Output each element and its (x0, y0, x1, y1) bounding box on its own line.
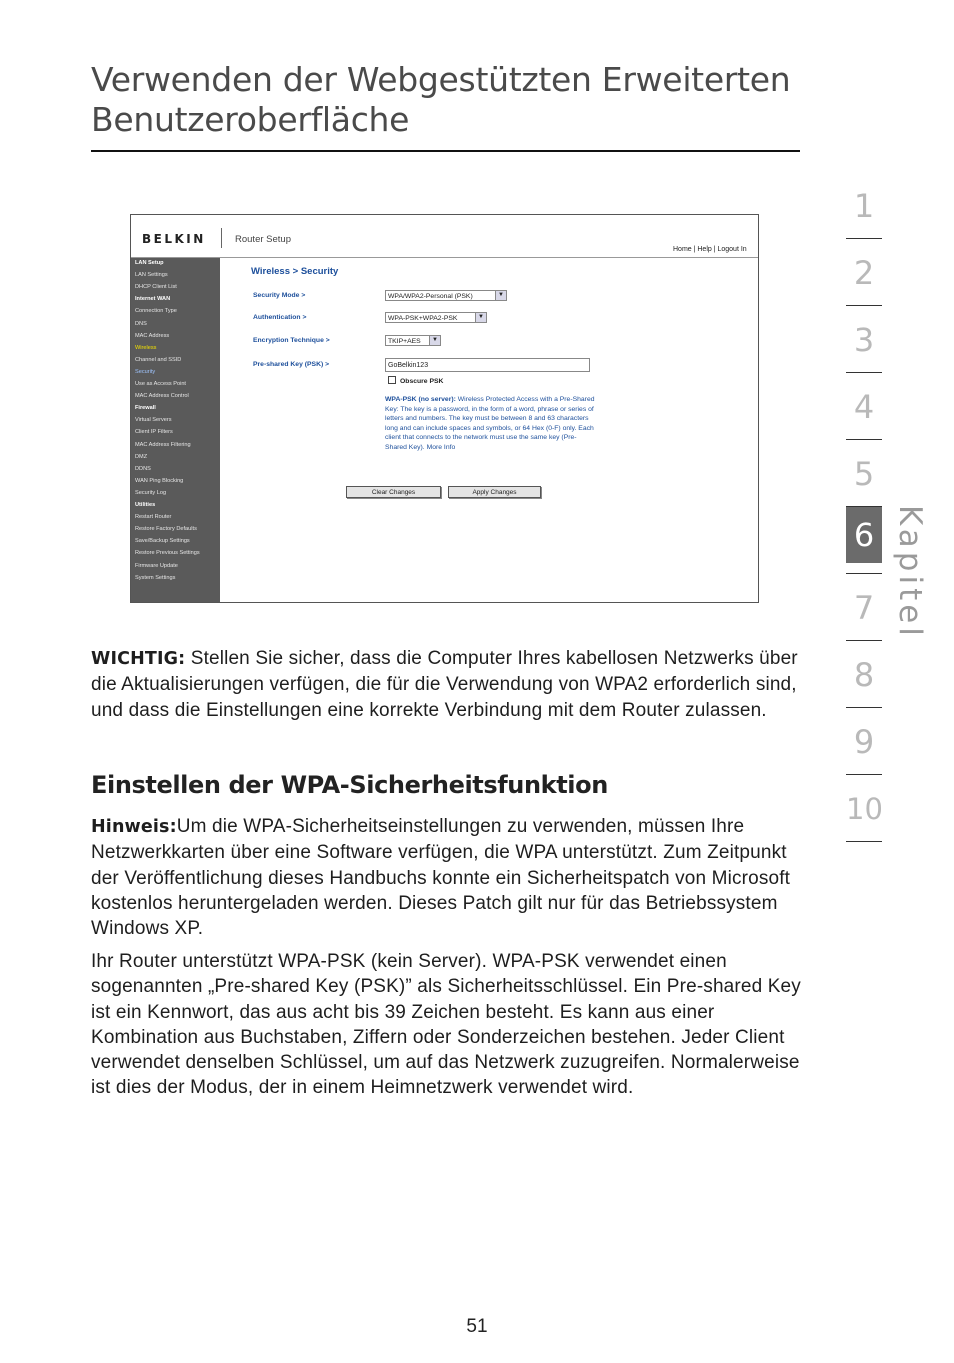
chapter-item-1[interactable] (846, 172, 882, 239)
chapter-number: 4 (853, 388, 875, 426)
chapter-number: 3 (853, 321, 875, 359)
chapter-item-9[interactable] (846, 708, 882, 775)
help-body: Wireless Protected Access with a Pre-Shared Key: The key is a password, in the form of a word, phrase or series of letters and numbers. The key must be between 8 and 63 characters long and can include spaces and symbols, or 64 Hex (0-F) only. Each client that connects to the network must use the same key (Pre-Shared Key). (385, 396, 595, 451)
app-title: Router Setup (235, 234, 291, 245)
apply-changes-button[interactable]: Apply Changes (448, 486, 541, 498)
chapter-item-10[interactable] (846, 775, 882, 842)
chapter-item-4[interactable] (846, 373, 882, 440)
chapter-number: 5 (853, 455, 875, 493)
sidebar-item[interactable]: Use as Access Point (135, 381, 186, 387)
page-title (91, 60, 791, 140)
router-screenshot (130, 214, 759, 603)
section-title: Wireless > Security (251, 266, 339, 277)
chapter-item-8[interactable] (846, 641, 882, 708)
page-number: 51 (466, 1316, 488, 1337)
chapter-divider (846, 841, 882, 842)
sidebar-item[interactable]: Wireless (135, 344, 157, 351)
sidebar-item[interactable]: Save/Backup Settings (135, 538, 190, 545)
sidebar-item[interactable]: MAC Address Filtering (135, 441, 191, 448)
header-links[interactable]: Home | Help | Logout In (673, 246, 747, 253)
chapter-number: 8 (853, 656, 875, 694)
sidebar-item: Firewall (135, 405, 156, 412)
chapter-number: 9 (853, 723, 875, 761)
encryption-label: Encryption Technique > (253, 337, 330, 344)
chapter-number: 1 (853, 187, 875, 225)
chapter-item-6-active[interactable] (846, 507, 882, 574)
router-main (220, 258, 758, 602)
sidebar-item: LAN Setup (135, 260, 164, 266)
sidebar-item[interactable]: DHCP Client List (135, 284, 177, 291)
header-divider (221, 228, 222, 248)
encryption-select[interactable] (385, 335, 441, 346)
select-value: TKIP+AES (388, 338, 421, 345)
hinweis-paragraph (91, 814, 811, 941)
sidebar-item[interactable]: System Settings (135, 574, 176, 581)
select-value: WPA-PSK+WPA2-PSK (388, 315, 458, 322)
wichtig-paragraph (91, 646, 811, 723)
chevron-down-icon: ▼ (495, 291, 506, 300)
sidebar-item[interactable]: DMZ (135, 453, 148, 460)
sidebar-item[interactable]: DNS (135, 320, 147, 327)
authentication-select[interactable] (385, 312, 487, 323)
chevron-down-icon: ▼ (429, 336, 440, 345)
sidebar-item[interactable]: Channel and SSID (135, 356, 182, 363)
psk-label: Pre-shared Key (PSK) > (253, 361, 330, 368)
sidebar-item[interactable]: MAC Address (135, 332, 170, 339)
hinweis-text: Um die WPA-Sicherheitseinstellungen zu verwenden, müssen Ihre Netzwerkkarten über eine Software verfügen, die WPA unterstützt. Zum Zeitpunkt der Veröffentlichung dieses Handbuchs konnte ein Sicherheitspatch von Microsoft kostenlos heruntergeladen werden. Dieses Patch gilt nur für das Betriebssystem Windows XP. (91, 816, 791, 940)
brand-logo: BELKIN (142, 232, 206, 246)
section-heading: Einstellen der WPA-Sicherheitsfunktion (91, 771, 608, 799)
sidebar-item[interactable]: Connection Type (135, 308, 177, 315)
page-title-line-2: Benutzeroberfläche (91, 100, 410, 139)
sidebar-item[interactable]: Restore Factory Defaults (135, 526, 197, 533)
chapter-number: 6 (846, 507, 882, 563)
router-paragraph: Ihr Router unterstützt WPA-PSK (kein Server). WPA-PSK verwendet einen sogenannten „Pre-shared Key (PSK)” als Sicherheitsschlüssel. Ein Pre-shared Key ist ein Kennwort, das aus acht bis 39 Zeichen besteht. Es kann aus einer Kombination aus Buchstaben, Ziffern oder Sonderzeichen bestehen. Jeder Client verwendet denselben Schlüssel, um auf das Netzwerk zuzugreifen. Normalerweise ist dies der Modus, der in einem Heimnetzwerk verwendet wird. (91, 951, 801, 1099)
obscure-psk-row[interactable] (388, 376, 443, 385)
sidebar-item: Utilities (135, 502, 156, 508)
title-divider (91, 150, 800, 152)
obscure-psk-label: Obscure PSK (400, 378, 444, 385)
obscure-psk-checkbox[interactable] (388, 376, 396, 384)
clear-changes-button[interactable]: Clear Changes (346, 486, 441, 498)
psk-input[interactable]: GoBelkin123 (385, 358, 590, 372)
sidebar-item[interactable]: DDNS (135, 465, 151, 472)
help-text (385, 395, 595, 453)
sidebar-item[interactable]: MAC Address Control (135, 393, 189, 400)
help-title: WPA-PSK (no server): (385, 396, 456, 403)
hinweis-label: Hinweis: (91, 817, 177, 837)
chapter-number: 10 (846, 792, 883, 826)
chapter-item-2[interactable] (846, 239, 882, 306)
chapter-item-5[interactable] (846, 440, 882, 507)
router-sidebar (131, 258, 220, 602)
security-mode-select[interactable] (385, 290, 507, 301)
page-title-line-1: Verwenden der Webgestützten Erweiterten (91, 60, 791, 99)
sidebar-item[interactable]: LAN Settings (135, 272, 168, 279)
wichtig-text: Stellen Sie sicher, dass die Computer Ihres kabellosen Netzwerks über die Aktualisierungen verfügen, die für die Verwendung von WPA2 erforderlich sind, und dass die Einstellungen eine korrekte Verbindung mit dem Router zulassen. (91, 648, 798, 721)
chapter-number: 2 (853, 254, 875, 292)
sidebar-item[interactable]: Firmware Update (135, 562, 178, 569)
chapter-item-7[interactable] (846, 574, 882, 641)
sidebar-item[interactable]: Security (135, 368, 156, 375)
chapter-nav (846, 172, 882, 842)
security-mode-label: Security Mode > (253, 292, 306, 299)
more-info-link[interactable]: More Info (426, 443, 456, 451)
select-value: WPA/WPA2-Personal (PSK) (388, 293, 473, 300)
router-header (131, 215, 758, 258)
chevron-down-icon: ▼ (475, 313, 486, 322)
chapter-number: 7 (853, 589, 875, 627)
chapter-item-3[interactable] (846, 306, 882, 373)
sidebar-item[interactable]: Client IP Filters (135, 429, 173, 436)
sidebar-item[interactable]: WAN Ping Blocking (135, 477, 184, 484)
chapter-label: Kapitel (892, 505, 928, 640)
wichtig-label: WICHTIG: (91, 649, 186, 669)
sidebar-item[interactable]: Restore Previous Settings (135, 550, 200, 557)
sidebar-item[interactable]: Security Log (135, 489, 167, 496)
sidebar-item: Internet WAN (135, 296, 171, 303)
sidebar-item[interactable]: Restart Router (135, 514, 172, 521)
sidebar-item[interactable]: Virtual Servers (135, 417, 172, 424)
authentication-label: Authentication > (253, 314, 307, 321)
